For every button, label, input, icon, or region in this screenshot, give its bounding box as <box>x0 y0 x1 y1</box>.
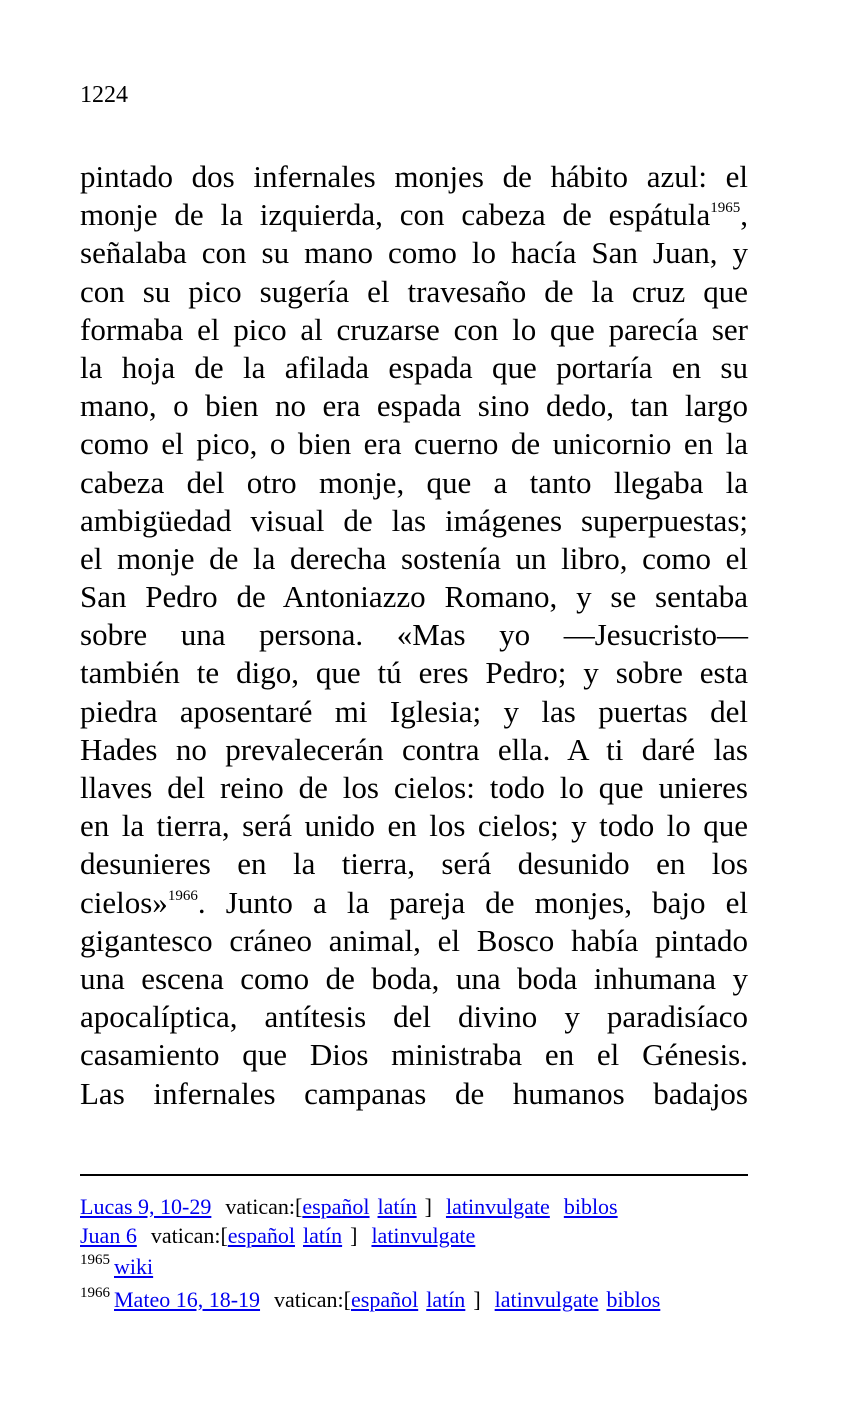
footnote-divider <box>80 1174 748 1176</box>
text-segment: en la tierra, será unido en los cielos; y todo lo que <box>80 808 748 844</box>
text-segment: Las infernales campanas de humanos badajos <box>80 1075 748 1111</box>
mateo-link[interactable]: Mateo 16, 18-19 <box>114 1287 261 1312</box>
text-line <box>80 1075 748 1113</box>
text-line <box>80 158 748 196</box>
text-segment: ambigüedad visual de las imágenes superpuestas; <box>80 502 748 538</box>
text-segment: una escena como de boda, una boda inhumana y <box>80 960 748 996</box>
text-segment: como el pico, o bien era cuerno de unicornio en la <box>80 426 748 462</box>
espanol-link[interactable]: español <box>351 1287 419 1312</box>
footnotes <box>80 1192 760 1314</box>
text-segment: el monje de la derecha sostenía un libro, como el <box>80 540 748 576</box>
vatican-close: ] <box>350 1223 358 1248</box>
text-segment: la hoja de la afilada espada que portaría en su <box>80 349 748 385</box>
text-line <box>80 693 748 731</box>
biblos-link[interactable]: biblos <box>563 1194 618 1219</box>
text-line <box>80 654 748 692</box>
wiki-link[interactable]: wiki <box>114 1254 154 1279</box>
text-segment: gigantesco cráneo animal, el Bosco había pintado <box>80 922 748 958</box>
espanol-link[interactable]: español <box>227 1223 295 1248</box>
text-segment: también te digo, que tú eres Pedro; y sobre esta <box>80 655 748 691</box>
text-segment: piedra aposentaré mi Iglesia; y las puertas del <box>80 693 748 729</box>
text-segment: apocalíptica, antítesis del divino y paradisíaco <box>80 999 748 1035</box>
text-line <box>80 578 748 616</box>
page-number: 1224 <box>80 82 128 108</box>
text-line <box>80 349 748 387</box>
footnote-1965 <box>80 1252 760 1281</box>
text-line <box>80 387 748 425</box>
footnote-marker: 1966 <box>167 887 198 904</box>
text-line <box>80 807 748 845</box>
vatican-prefix: vatican:[ <box>225 1194 303 1219</box>
text-line <box>80 464 748 502</box>
text-line <box>80 998 748 1036</box>
text-segment: formaba el pico al cruzarse con lo que parecía ser <box>80 311 748 347</box>
text-line <box>80 884 748 922</box>
text-segment: San Pedro de Antoniazzo Romano, y se sentaba <box>80 579 748 615</box>
biblos-link[interactable]: biblos <box>606 1287 661 1312</box>
text-segment: con su pico sugería el travesaño de la cruz que <box>80 273 748 309</box>
footnote-line-lucas <box>80 1192 760 1221</box>
text-segment: sobre una persona. «Mas yo —Jesucristo— <box>80 617 748 653</box>
text-segment: cielos» <box>80 884 168 920</box>
text-line <box>80 616 748 654</box>
latin-link[interactable]: latín <box>303 1223 343 1248</box>
text-segment: , <box>740 197 748 233</box>
lucas-link[interactable]: Lucas 9, 10-29 <box>80 1194 212 1219</box>
vatican-prefix: vatican:[ <box>150 1223 228 1248</box>
body-text <box>80 158 748 1113</box>
footnote-line-juan <box>80 1221 760 1250</box>
text-segment: cabeza del otro monje, que a tanto llegaba la <box>80 464 748 500</box>
vatican-close: ] <box>424 1194 432 1219</box>
text-line <box>80 922 748 960</box>
text-line <box>80 273 748 311</box>
text-segment: pintado dos infernales monjes de hábito azul: el <box>80 159 748 194</box>
text-segment: señalaba con su mano como lo hacía San Juan, y <box>80 235 748 271</box>
latinvulgate-link[interactable]: latinvulgate <box>371 1223 476 1248</box>
text-segment: llaves del reino de los cielos: todo lo que unieres <box>80 770 748 805</box>
juan-link[interactable]: Juan 6 <box>80 1223 137 1248</box>
latinvulgate-link[interactable]: latinvulgate <box>494 1287 599 1312</box>
footnote-number: 1966 <box>80 1285 110 1301</box>
vatican-close: ] <box>473 1287 481 1312</box>
text-segment: desunieres en la tierra, será desunido en los <box>80 846 748 882</box>
text-line <box>80 196 748 234</box>
text-line <box>80 425 748 463</box>
text-line <box>80 311 748 349</box>
text-segment: . Junto a la pareja de monjes, bajo el <box>197 884 748 920</box>
text-line <box>80 540 748 578</box>
vatican-prefix: vatican:[ <box>274 1287 351 1312</box>
text-line <box>80 502 748 540</box>
text-line <box>80 769 748 807</box>
footnote-1966 <box>80 1285 760 1314</box>
espanol-link[interactable]: español <box>302 1194 370 1219</box>
footnote-marker: 1965 <box>710 200 741 217</box>
text-segment: Hades no prevalecerán contra ella. A ti daré las <box>80 731 748 767</box>
text-line <box>80 234 748 272</box>
text-line <box>80 845 748 883</box>
text-segment: mano, o bien no era espada sino dedo, tan largo <box>80 388 748 424</box>
latinvulgate-link[interactable]: latinvulgate <box>445 1194 550 1219</box>
text-line <box>80 731 748 769</box>
text-line <box>80 1036 748 1074</box>
text-line <box>80 960 748 998</box>
footnote-number: 1965 <box>80 1252 110 1268</box>
text-segment: monje de la izquierda, con cabeza de espátula <box>80 197 711 233</box>
text-segment: casamiento que Dios ministraba en el Génesis. <box>80 1037 748 1073</box>
latin-link[interactable]: latín <box>426 1287 466 1312</box>
latin-link[interactable]: latín <box>377 1194 417 1219</box>
